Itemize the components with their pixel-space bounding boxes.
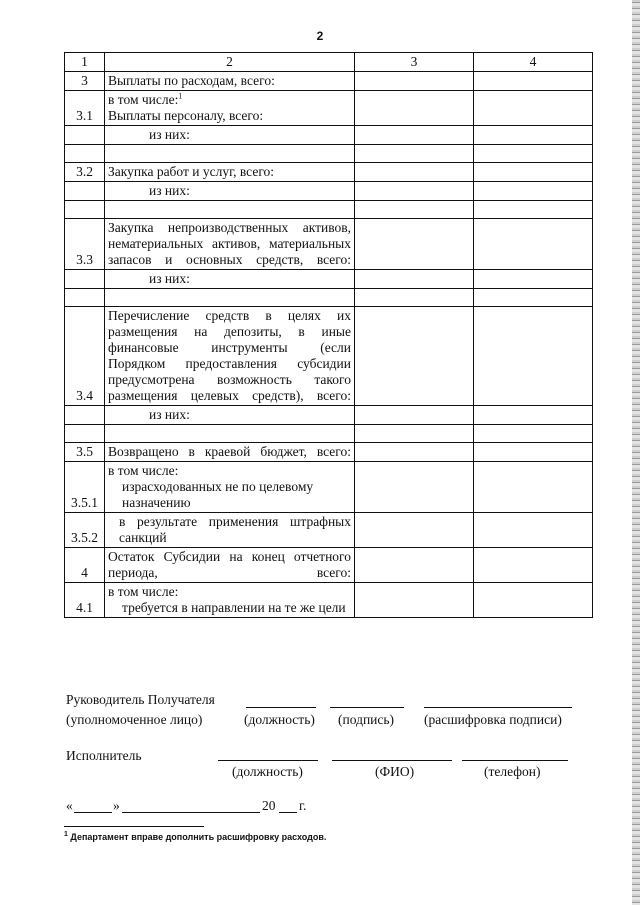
position-line[interactable] bbox=[246, 707, 316, 708]
row-number bbox=[65, 270, 105, 289]
executor-position-caption: (должность) bbox=[232, 764, 303, 779]
row-label bbox=[108, 92, 351, 108]
table-row bbox=[65, 201, 593, 219]
row-label-group bbox=[105, 462, 355, 513]
table-row bbox=[65, 145, 593, 163]
value-cell[interactable] bbox=[474, 406, 593, 425]
row-number: 3.2 bbox=[65, 163, 105, 182]
decoding-caption: (расшифровка подписи) bbox=[424, 712, 562, 727]
year-prefix: 20 bbox=[262, 798, 276, 813]
footnote bbox=[64, 831, 326, 842]
table-row bbox=[65, 583, 593, 618]
row-label: Выплаты персоналу, всего: bbox=[108, 108, 264, 123]
value-cell[interactable] bbox=[355, 406, 474, 425]
footnote-number: 1 bbox=[64, 831, 68, 838]
report-table bbox=[64, 52, 593, 618]
row-label: из них: bbox=[105, 182, 355, 201]
row-label: Остаток Субсидии на конец отчетного периода, всего: bbox=[105, 548, 355, 583]
signature-line[interactable] bbox=[330, 707, 404, 708]
row-number: 3.5.2 bbox=[65, 513, 105, 548]
value-cell[interactable] bbox=[474, 72, 593, 91]
value-cell[interactable] bbox=[355, 163, 474, 182]
empty-cell bbox=[105, 289, 355, 307]
empty-cell bbox=[105, 201, 355, 219]
empty-cell bbox=[65, 425, 105, 443]
row-number bbox=[65, 182, 105, 201]
row-number: 3 bbox=[65, 72, 105, 91]
footnote-marker: 1 bbox=[178, 91, 183, 101]
row-label: из них: bbox=[105, 406, 355, 425]
table-row bbox=[65, 289, 593, 307]
phone-caption: (телефон) bbox=[484, 764, 541, 779]
value-cell[interactable] bbox=[474, 289, 593, 307]
table-row bbox=[65, 91, 593, 126]
empty-cell bbox=[105, 425, 355, 443]
head-label: Руководитель Получателя bbox=[66, 692, 215, 707]
table-header-row bbox=[65, 53, 593, 72]
row-number: 4 bbox=[65, 548, 105, 583]
table-row bbox=[65, 513, 593, 548]
month-line[interactable] bbox=[122, 812, 260, 813]
row-label-text: в том числе: bbox=[108, 92, 179, 107]
row-number: 3.4 bbox=[65, 307, 105, 406]
day-line[interactable] bbox=[74, 812, 112, 813]
value-cell[interactable] bbox=[474, 462, 593, 513]
value-cell[interactable] bbox=[355, 462, 474, 513]
footnote-rule bbox=[64, 826, 204, 827]
value-cell[interactable] bbox=[474, 270, 593, 289]
value-cell[interactable] bbox=[355, 583, 474, 618]
table-row bbox=[65, 219, 593, 270]
date-open-quote: « bbox=[66, 798, 73, 813]
row-number: 3.5 bbox=[65, 443, 105, 462]
row-label: Возвращено в краевой бюджет, всего: bbox=[105, 443, 355, 462]
year-line[interactable] bbox=[279, 812, 297, 813]
value-cell[interactable] bbox=[474, 583, 593, 618]
header-cell: 1 bbox=[65, 53, 105, 72]
value-cell[interactable] bbox=[474, 513, 593, 548]
empty-cell bbox=[65, 289, 105, 307]
value-cell[interactable] bbox=[474, 182, 593, 201]
value-cell[interactable] bbox=[355, 145, 474, 163]
scan-edge bbox=[632, 0, 640, 905]
value-cell[interactable] bbox=[474, 126, 593, 145]
value-cell[interactable] bbox=[355, 289, 474, 307]
value-cell[interactable] bbox=[355, 126, 474, 145]
value-cell[interactable] bbox=[355, 91, 474, 126]
value-cell[interactable] bbox=[355, 270, 474, 289]
year-suffix: г. bbox=[299, 798, 307, 813]
executor-position-line[interactable] bbox=[218, 760, 318, 761]
empty-cell bbox=[65, 201, 105, 219]
value-cell[interactable] bbox=[474, 201, 593, 219]
value-cell[interactable] bbox=[355, 182, 474, 201]
value-cell[interactable] bbox=[474, 91, 593, 126]
value-cell[interactable] bbox=[355, 548, 474, 583]
value-cell[interactable] bbox=[355, 443, 474, 462]
value-cell[interactable] bbox=[474, 425, 593, 443]
position-caption: (должность) bbox=[244, 712, 315, 727]
table-row bbox=[65, 462, 593, 513]
row-number bbox=[65, 126, 105, 145]
table-row bbox=[65, 72, 593, 91]
row-label: Перечисление средств в целях их размещения на депозиты, в иные финансовые инструменты (если Порядком предоставления субсидии предусмотрена возможность такого размещения целевых средств), всего: bbox=[105, 307, 355, 406]
empty-cell bbox=[105, 145, 355, 163]
executor-label: Исполнитель bbox=[66, 748, 142, 763]
table-row bbox=[65, 406, 593, 425]
row-label: из них: bbox=[105, 126, 355, 145]
table-row bbox=[65, 443, 593, 462]
row-number: 3.1 bbox=[65, 91, 105, 126]
value-cell[interactable] bbox=[355, 307, 474, 406]
fio-caption: (ФИО) bbox=[375, 764, 415, 779]
row-label: требуется в направлении на те же цели bbox=[122, 600, 346, 615]
table-row bbox=[65, 163, 593, 182]
value-cell[interactable] bbox=[355, 201, 474, 219]
table-row bbox=[65, 182, 593, 201]
row-label: в том числе: bbox=[108, 463, 179, 478]
page-number: 2 bbox=[316, 29, 324, 43]
value-cell[interactable] bbox=[355, 425, 474, 443]
row-number: 3.5.1 bbox=[65, 462, 105, 513]
value-cell[interactable] bbox=[355, 513, 474, 548]
empty-cell bbox=[65, 145, 105, 163]
decoding-line[interactable] bbox=[424, 707, 572, 708]
row-label-group bbox=[105, 583, 355, 618]
value-cell[interactable] bbox=[355, 72, 474, 91]
table-row bbox=[65, 270, 593, 289]
header-cell: 3 bbox=[355, 53, 474, 72]
row-label: из них: bbox=[105, 270, 355, 289]
header-cell: 4 bbox=[474, 53, 593, 72]
footnote-text: Департамент вправе дополнить расшифровку расходов. bbox=[70, 832, 327, 842]
value-cell[interactable] bbox=[355, 219, 474, 270]
table-row bbox=[65, 425, 593, 443]
row-number bbox=[65, 406, 105, 425]
row-label: Выплаты по расходам, всего: bbox=[105, 72, 355, 91]
date-close-quote: » bbox=[113, 798, 120, 813]
signature-caption: (подпись) bbox=[338, 712, 395, 727]
value-cell[interactable] bbox=[474, 219, 593, 270]
table-row bbox=[65, 307, 593, 406]
head-sub-label: (уполномоченное лицо) bbox=[66, 712, 203, 727]
row-label: в результате применения штрафных санкций bbox=[105, 513, 355, 548]
row-label: Закупка работ и услуг, всего: bbox=[105, 163, 355, 182]
row-number: 3.3 bbox=[65, 219, 105, 270]
row-label: в том числе: bbox=[108, 584, 179, 599]
row-label: Закупка непроизводственных активов, нематериальных активов, материальных запасов и основных средств, всего: bbox=[105, 219, 355, 270]
table-row bbox=[65, 126, 593, 145]
value-cell[interactable] bbox=[474, 145, 593, 163]
table-row bbox=[65, 548, 593, 583]
value-cell[interactable] bbox=[474, 548, 593, 583]
value-cell[interactable] bbox=[474, 443, 593, 462]
row-number: 4.1 bbox=[65, 583, 105, 618]
header-cell: 2 bbox=[105, 53, 355, 72]
executor-fio-line[interactable] bbox=[332, 760, 452, 761]
value-cell[interactable] bbox=[474, 307, 593, 406]
value-cell[interactable] bbox=[474, 163, 593, 182]
executor-phone-line[interactable] bbox=[462, 760, 568, 761]
row-label-group bbox=[105, 91, 355, 126]
row-label: израсходованных не по целевому назначению bbox=[122, 479, 314, 510]
